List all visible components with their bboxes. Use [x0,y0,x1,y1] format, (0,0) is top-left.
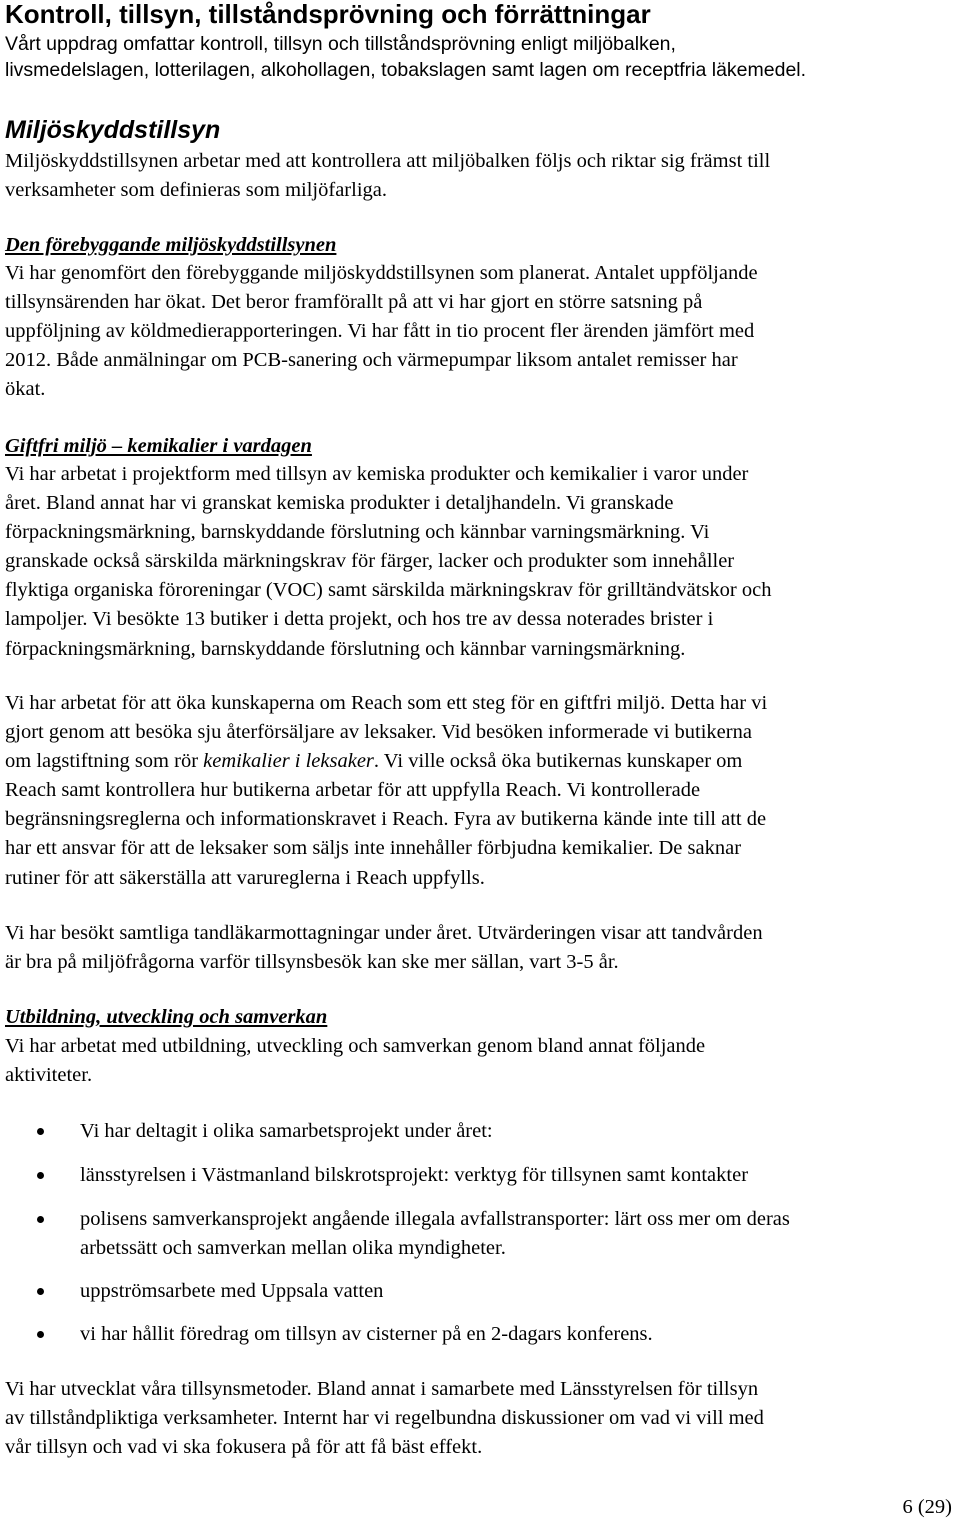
intro-line: livsmedelslagen, lotterilagen, alkohollagen, tobakslagen samt lagen om receptfria läkemedel. [5,59,807,81]
italic-phrase: kemikalier i leksaker [203,750,374,773]
page-title: Kontroll, tillsyn, tillståndsprövning och förrättningar [5,0,651,29]
paragraph-line: Vi har utvecklat våra tillsynsmetoder. Bland annat i samarbete med Länsstyrelsen för tillsyn [5,1378,759,1400]
paragraph-line [5,747,955,776]
paragraph-line: av tillståndpliktiga verksamheter. Internt har vi regelbundna diskussioner om vad vi vill med [5,1407,764,1430]
paragraph-line: Miljöskyddstillsynen arbetar med att kontrollera att miljöbalken följs och riktar sig främst till [5,150,771,172]
section-heading-miljoskyddstillsyn: Miljöskyddstillsyn [5,116,221,144]
tandlakare-paragraph [5,919,955,977]
page-number: 6 (29) [902,1496,952,1518]
list-item-text [80,1320,958,1349]
list-item-text [80,1277,958,1306]
bullet-icon [37,1331,44,1338]
paragraph-line: begränsningsreglerna och informationskravet i Reach. Fyra av butikerna kände inte till att de [5,808,767,831]
paragraph-line: uppföljning av köldmedierapporteringen. Vi har fått in tio procent fler ärenden jämfört med [5,320,755,343]
reach-paragraph [5,689,955,893]
list-item-text [80,1161,958,1190]
paragraph-line: Reach samt kontrollera hur butikerna arbetar för att uppfylla Reach. Vi kontrollerade [5,779,701,802]
paragraph-line: förpackningsmärkning, barnskyddande förslutning och kännbar varningsmärkning. Vi [5,521,710,544]
paragraph-line: tillsynsärenden har ökat. Det beror framförallt på att vi har gjort en större satsning på [5,291,703,314]
miljoskyddstillsyn-paragraph [5,147,955,205]
paragraph-line: förpackningsmärkning, barnskyddande förslutning och kännbar varningsmärkning. [5,637,686,660]
paragraph-line-start: om lagstiftning som rör [5,750,204,773]
list-item-line: arbetssätt och samverkan mellan olika myndigheter. [80,1237,506,1259]
forebyggande-paragraph [5,259,955,404]
paragraph-line: granskade också särskilda märkningskrav för färger, lacker och produkter som innehåller [5,550,735,573]
paragraph-line: är bra på miljöfrågorna varför tillsynsbesök kan ske mer sällan, vart 3-5 år. [5,951,619,974]
intro-line: Vårt uppdrag omfattar kontroll, tillsyn och tillståndsprövning enligt miljöbalken, [5,33,676,55]
list-item-line: länsstyrelsen i Västmanland bilskrotsprojekt: verktyg för tillsynen samt kontakter [80,1164,749,1186]
list-item-line: polisens samverkansprojekt angående illegala avfallstransporter: lärt oss mer om deras [80,1208,790,1230]
closing-paragraph [5,1375,955,1462]
bullet-icon [37,1128,44,1135]
paragraph-line: verksamheter som definieras som miljöfarliga. [5,179,387,202]
subheading-utbildning-text: Utbildning, utveckling och samverkan [5,1006,328,1028]
list-item-line: Vi har deltagit i olika samarbetsprojekt under året: [80,1120,493,1142]
giftfri-paragraph [5,460,955,664]
paragraph-line: flyktiga organiska föroreningar (VOC) samt särskilda märkningskrav för grilltändvätskor och [5,579,772,602]
paragraph-line: vår tillsyn och vad vi ska fokusera på för att få bäst effekt. [5,1436,483,1459]
intro-paragraph [5,31,806,83]
bullet-icon [37,1216,44,1223]
paragraph-line: lampoljer. Vi besökte 13 butiker i detta projekt, och hos tre av dessa noterades brister i [5,608,714,631]
list-item-line: vi har hållit föredrag om tillsyn av cisterner på en 2-dagars konferens. [80,1323,653,1345]
paragraph-line: ökat. [5,378,46,401]
paragraph-line: aktiviteter. [5,1064,93,1087]
subheading-forebyggande: Den förebyggande miljöskyddstillsynen [5,234,337,256]
bullet-icon [37,1288,44,1295]
subheading-giftfri-miljo: Giftfri miljö – kemikalier i vardagen [5,435,312,457]
paragraph-line: Vi har arbetat i projektform med tillsyn av kemiska produkter och kemikalier i varor under [5,463,749,485]
paragraph-line-end: . Vi ville också öka butikernas kunskaper om [373,750,743,773]
paragraph-line: 2012. Både anmälningar om PCB-sanering och värmepumpar liksom antalet remisser har [5,349,738,372]
bullet-icon [37,1172,44,1179]
paragraph-line: Vi har genomfört den förebyggande miljöskyddstillsynen som planerat. Antalet uppföljande [5,262,758,284]
list-item-text [80,1205,958,1263]
subheading-utbildning [5,1003,327,1032]
paragraph-line: Vi har arbetat för att öka kunskaperna om Reach som ett steg för en giftfri miljö. Detta har vi [5,692,768,714]
paragraph-line: gjort genom att besöka sju återförsäljare av leksaker. Vid besöken informerade vi butikerna [5,721,752,744]
paragraph-line: har ett ansvar för att de leksaker som säljs inte innehåller förbjudna kemikalier. De saknar [5,837,742,860]
utbildning-paragraph [5,1032,955,1090]
paragraph-line: Vi har arbetat med utbildning, utveckling och samverkan genom bland annat följande [5,1035,706,1057]
list-item-text [80,1117,958,1146]
paragraph-line: rutiner för att säkerställa att varureglerna i Reach uppfylls. [5,866,485,889]
paragraph-line: Vi har besökt samtliga tandläkarmottagningar under året. Utvärderingen visar att tandvården [5,922,763,944]
paragraph-line: året. Bland annat har vi granskat kemiska produkter i detaljhandeln. Vi granskade [5,492,674,515]
list-item-line: uppströmsarbete med Uppsala vatten [80,1280,384,1302]
